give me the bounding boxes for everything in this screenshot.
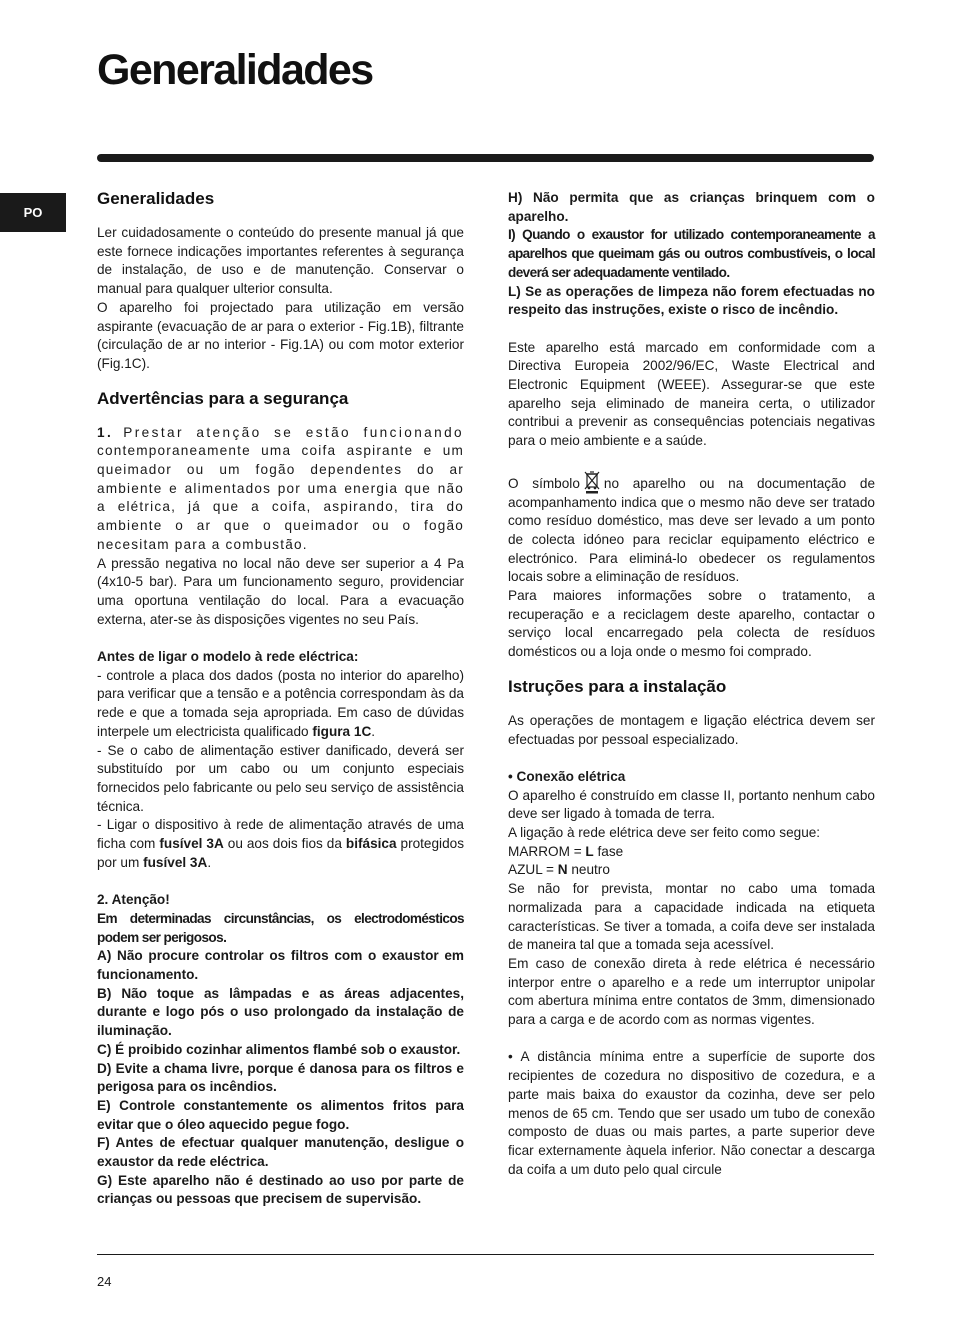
paragraph: A pressão negativa no local não deve ser superior a 4 Pa (4x10-5 bar). Para um funcionamento seguro, providenciar uma oportuna ventilação do local. Para a evacuação externa, ater-se às disposições vigentes no seu País. [97,555,464,627]
paragraph: A ligação à rede elétrica deve ser feito como segue: [508,825,821,841]
warning-intro: Em determinadas circunstâncias, os electrodomésticos podem ser perigosos. [97,910,464,945]
paragraph: O aparelho é construído em classe II, portanto nenhum cabo deve ser ligado à tomada de terra. [508,787,875,822]
section-title-generalidades: Generalidades [97,189,215,208]
page-number: 24 [97,1274,112,1289]
warning-a: A) Não procure controlar os filtros com o exaustor em funcionamento. [97,948,464,982]
paragraph: - Se o cabo de alimentação estiver danificado, deverá ser substituído por um cabo ou um conjunto especiais fornecidos pelo fabricante ou pelo seu serviço de assistência técnica. [97,742,464,814]
footer-rule [97,1254,874,1255]
paragraph: Se não for prevista, montar no cabo uma tomada normalizada para a capacidade indicada na etiqueta características. Se tiver a tomada, a coifa deve ser instalada de maneira tal que a tomada seja acessível. [508,881,875,953]
paragraph: O aparelho foi projectado para utilização em versão aspirante (evacuação de ar para o exterior - Fig.1B), filtrante (circulação de ar no interior - Fig.1A) ou com motor exterior (Fig.1C). [97,299,464,371]
paragraph: O símbolo no aparelho ou na documentação de acompanhamento indica que o mesmo não deve ser tratado como resíduo doméstico, mas deve ser levado a um ponto de colecta idóneo para reciclar equipamento eléctrico e electrónico. Para eliminá-lo obedecer os regulamentos locais sobre a eliminação de resíduos. [508,470,875,588]
section-title-installation: Istruções para a instalação [508,676,727,696]
warning-d: D) Evite a chama livre, porque é danosa para os filtros e perigosa para os incêndios. [97,1060,464,1095]
subheading-before-connecting: Antes de ligar o modelo à rede eléctrica: [97,649,359,665]
warning-g: G) Este aparelho não é destinado ao uso por parte de crianças ou pessoas que precisem de supervisão. [97,1172,464,1207]
section-title-safety: Advertências para a segurança [97,388,349,408]
paragraph: Ler cuidadosamente o conteúdo do presente manual já que este fornece indicações importantes referentes à segurança de instalação, de uso e de manutenção. Conservar o manual para qualquer ulterior consulta. [97,225,464,297]
language-tab: PO [0,193,66,232]
crossed-out-wheelie-bin-icon [583,470,601,494]
paragraph: • A distância mínima entre a superfície de suporte dos recipientes de cozedura no dispositivo de cozedura, e a parte mais baixa do exaustor da cozinha, deve ser pelo menos de 65 cm. Tendo que ser usado um tubo de conexão composto de duas ou mais partes, a parte superior deve ficar externamente àquela inferior. Não conectar a descarga da coifa a um duto pelo qual circule [508,1049,875,1177]
warning-b: B) Não toque as lâmpadas e as áreas adjacentes, durante e logo pós o uso prolongado da instalação de iluminação. [97,985,464,1039]
paragraph: - controle a placa dos dados (posta no interior do aparelho) para verificar que a tensão e a potência correspondam às da rede e que a tomada seja apropriada. Em caso de dúvidas interpele um electricista qualificado figura 1C. [97,667,464,739]
subheading-attention: 2. Atenção! [97,892,170,908]
warning-1: 1. Prestar atenção se estão funcionando contemporaneamente uma coifa aspirante e um queimador ou um fogão dependentes do ar ambiente e alimentados por uma energia que não a elétrica, já que a coifa, aspirando, tira do ambiente o ar que o queimador ou o fogão necesitam para a combustão. [97,424,464,552]
page-title: Generalidades [97,46,373,94]
warning-i: I) Quando o exaustor for utilizado contemporaneamente a aparelhos que queimam gás ou outros combustíveis, o local deverá ser adequadamente ventilado. [508,227,875,280]
left-column [97,186,464,1209]
warning-h: H) Não permita que as crianças brinquem com o aparelho. [508,190,875,224]
subheading-electrical-connection: • Conexão elétrica [508,768,626,784]
paragraph: Em caso de conexão direta à rede elétrica é necessário interpor entre o aparelho e a rede um interruptor unipolar com abertura mínima entre contatos de 3mm, dimensionado para a carga e de acordo com as normas vigentes. [508,955,875,1028]
warning-l: L) Se as operações de limpeza não forem efectuadas no respeito das instruções, existe o risco de incêndio. [508,283,875,318]
warning-c: C) É proibido cozinhar alimentos flambé sob o exaustor. [97,1041,461,1057]
paragraph: As operações de montagem e ligação eléctrica devem ser efectuadas por pessoal especializado. [508,712,875,747]
paragraph: Este aparelho está marcado em conformidade com a Directiva Europeia 2002/96/EC, Waste Electrical and Electronic Equipment (WEEE). Assegurar-se que este aparelho seja eliminado de maneira certa, o utilizador contribui a prevenir as consequências potenciais negativas para o meio ambiente e a saúde. [508,339,875,449]
wiring-blue: AZUL = N neutro [508,862,610,878]
right-column [508,189,875,1179]
wiring-brown: MARROM = L fase [508,843,624,859]
paragraph: Para maiores informações sobre o tratamento, a recuperação e a reciclagem deste aparelho, contactar o serviço local encarregado pela colecta de resíduos domésticos ou a loja onde o mesmo foi comprado. [508,588,875,660]
warning-e: E) Controle constantemente os alimentos fritos para evitar que o óleo aquecido pegue fogo. [97,1097,464,1132]
warning-f: F) Antes de efectuar qualquer manutenção, desligue o exaustor da rede eléctrica. [97,1135,464,1170]
paragraph: - Ligar o dispositivo à rede de alimentação através de uma ficha com fusível 3A ou aos dois fios da bifásica protegidos por um fusível 3A. [97,817,464,870]
title-rule [97,154,874,162]
